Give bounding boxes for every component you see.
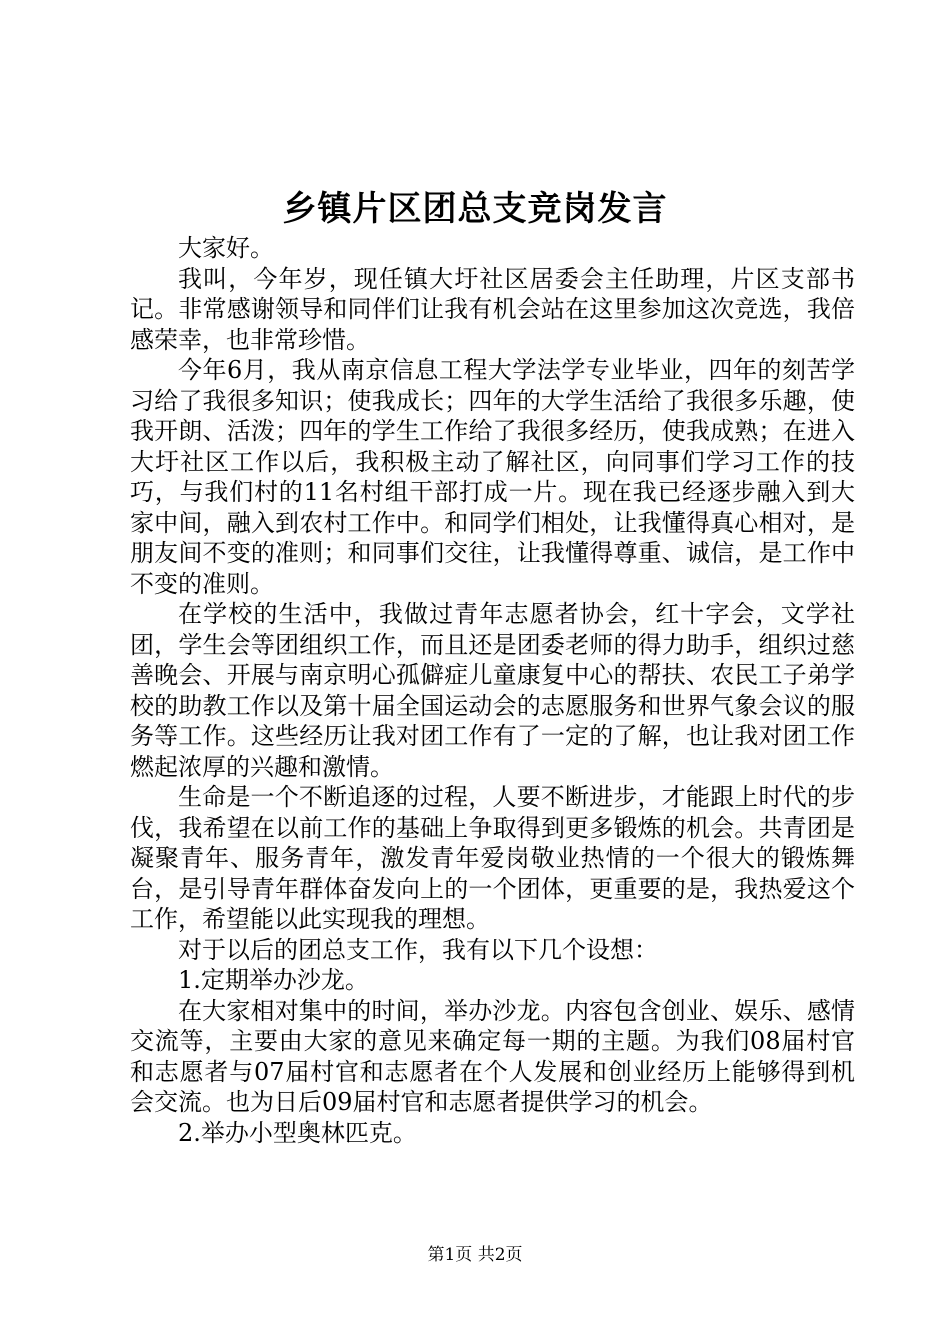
page-footer: 第1页 共2页: [427, 1245, 523, 1265]
paragraph: 在学校的生活中，我做过青年志愿者协会，红十字会，文学社团，学生会等团组织工作，而且还是团委老师的得力助手，组织过慈善晚会、开展与南京明心孤僻症儿童康复中心的帮扶、农民工子弟学校的助教工作以及第十届全国运动会的志愿服务和世界气象会议的服务等工作。这些经历让我对团工作有了一定的了解，也让我对团工作燃起浓厚的兴趣和激情。: [130, 600, 855, 781]
paragraph: 对于以后的团总支工作，我有以下几个设想：: [178, 935, 658, 964]
paragraph: 在大家相对集中的时间，举办沙龙。内容包含创业、娱乐、感情交流等，主要由大家的意见来确定每一期的主题。为我们08届村官和志愿者与07届村官和志愿者在个人发展和创业经历上能够得到机会交流。也为日后09届村官和志愿者提供学习的机会。: [130, 996, 855, 1116]
list-item-heading: 2.举办小型奥林匹克。: [178, 1118, 417, 1147]
paragraph: 生命是一个不断追逐的过程，人要不断进步，才能跟上时代的步伐，我希望在以前工作的基础上争取得到更多锻炼的机会。共青团是凝聚青年、服务青年，激发青年爱岗敬业热情的一个很大的锻炼舞台，是引导青年群体奋发向上的一个团体，更重要的是，我热爱这个工作，希望能以此实现我的理想。: [130, 783, 855, 933]
document-title: 乡镇片区团总支竞岗发言: [282, 189, 668, 229]
list-item-heading: 1.定期举办沙龙。: [178, 966, 369, 994]
paragraph: 我叫，今年岁，现任镇大圩社区居委会主任助理，片区支部书记。非常感谢领导和同伴们让我有机会站在这里参加这次竞选，我倍感荣幸，也非常珍惜。: [130, 264, 855, 354]
paragraph: 今年6月，我从南京信息工程大学法学专业毕业，四年的刻苦学习给了我很多知识；使我成长；四年的大学生活给了我很多乐趣，使我开朗、活泼；四年的学生工作给了我很多经历，使我成熟；在进入大圩社区工作以后，我积极主动了解社区，向同事们学习工作的技巧，与我们村的11名村组干部打成一片。现在我已经逐步融入到大家中间，融入到农村工作中。和同学们相处，让我懂得真心相对，是朋友间不变的准则；和同事们交往，让我懂得尊重、诚信，是工作中不变的准则。: [130, 356, 855, 598]
document-body: [130, 233, 855, 1148]
paragraph: 大家好。: [178, 234, 274, 262]
